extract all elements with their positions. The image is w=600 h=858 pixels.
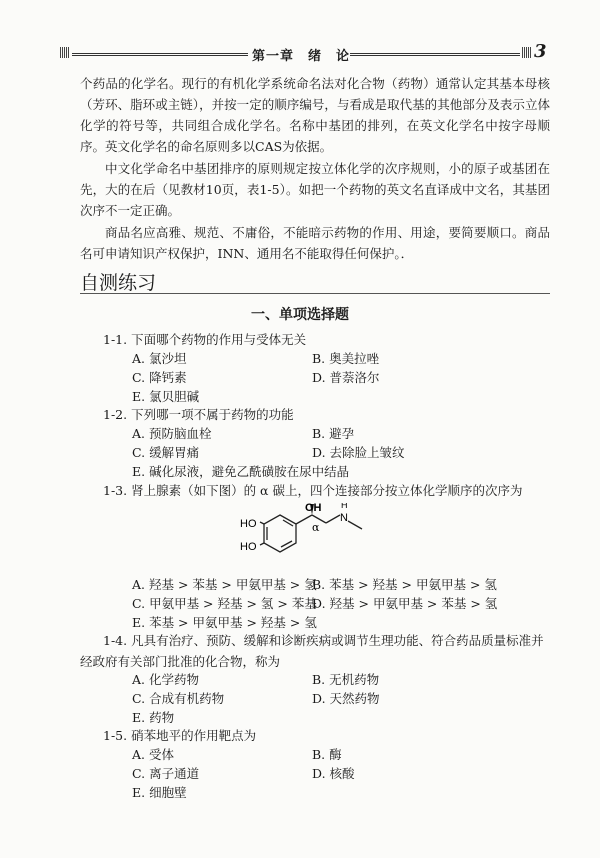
option: C. 缓解胃痛	[132, 445, 200, 460]
ho-label-top: HO	[240, 518, 257, 530]
option: D. 核酸	[312, 766, 355, 781]
option: B. 奥美拉唑	[312, 351, 380, 366]
running-header	[60, 41, 548, 64]
option: B. 无机药物	[312, 672, 380, 687]
question-stem: 1-3. 肾上腺素（如下图）的 α 碳上，四个连接部分按立体化学顺序的次序为	[103, 483, 523, 498]
option: E. 苯基 > 甲氨甲基 > 羟基 > 氢	[132, 615, 317, 630]
chapter-title: 第一章 绪 论	[248, 45, 354, 64]
question-stem: 1-1. 下面哪个药物的作用与受体无关	[103, 332, 307, 347]
section-rule	[80, 293, 550, 294]
header-rule-right	[350, 53, 520, 56]
paragraph-1: 个药品的化学名。现行的有机化学系统命名法对化合物（药物）通常认定其基本母核（芳环、脂环或主链），并按一定的顺序编号，与看成是取代基的其他部分及表示立体化学的符号等，共同组合成化学名。名称中基团的排列，在英文化学名中按字母顺序。英文化学名的命名原则多以CAS为依据。	[80, 76, 550, 154]
option: D. 天然药物	[312, 691, 380, 706]
question-stem: 1-5. 硝苯地平的作用靶点为	[103, 728, 257, 743]
header-mark-left	[60, 47, 70, 58]
option: D. 去除脸上皱纹	[312, 445, 405, 460]
option: E. 氯贝胆碱	[132, 389, 200, 404]
option: C. 甲氨甲基 > 羟基 > 氢 > 苯基	[132, 596, 317, 611]
section-title: 自测练习	[80, 272, 157, 294]
subsection-title: 一、单项选择题	[251, 307, 349, 323]
question-stem: 1-2. 下列哪一项不属于药物的功能	[103, 407, 294, 422]
option: B. 酶	[312, 747, 342, 762]
option: C. 降钙素	[132, 370, 187, 385]
paragraph-2: 中文化学命名中基团排序的原则规定按立体化学的次序规则，小的原子或基团在先，大的在后（见教材10页，表1-5）。如把一个药物的英文名直译成中文名，其基团次序不一定正确。	[80, 161, 550, 218]
option: B. 避孕	[312, 426, 355, 441]
option: A. 化学药物	[132, 672, 199, 687]
option: D. 普萘洛尔	[312, 370, 380, 385]
nh-h-label: H	[341, 503, 348, 510]
option: E. 细胞壁	[132, 785, 187, 800]
oh-label: OH	[305, 503, 322, 515]
header-rule-left	[72, 53, 248, 56]
option: C. 离子通道	[132, 766, 200, 781]
option: E. 药物	[132, 710, 175, 725]
option: C. 合成有机药物	[132, 691, 225, 706]
page-number: 3	[534, 41, 547, 62]
alpha-label: α	[312, 521, 320, 534]
question-stem: 1-4. 凡具有治疗、预防、缓解和诊断疾病或调节生理功能、符合药品质量标准并经政府有关部门批准的化合物，称为	[80, 633, 544, 669]
option: B. 苯基 > 羟基 > 甲氨甲基 > 氢	[312, 577, 497, 592]
epinephrine-structure	[240, 503, 380, 573]
option: A. 羟基 > 苯基 > 甲氨甲基 > 氢	[132, 577, 317, 592]
option: D. 羟基 > 甲氨甲基 > 苯基 > 氢	[312, 596, 498, 611]
option: A. 受体	[132, 747, 174, 762]
option: A. 预防脑血栓	[132, 426, 212, 441]
ho-label-bottom: HO	[240, 541, 257, 553]
option: E. 碱化尿液，避免乙酰磺胺在尿中结晶	[132, 464, 350, 479]
header-mark-right	[522, 47, 532, 58]
n-label: N	[340, 512, 348, 524]
paragraph-3: 商品名应高雅、规范、不庸俗，不能暗示药物的作用、用途，要简要顺口。商品名可申请知识产权保护，INN、通用名不能取得任何保护。．	[80, 225, 550, 261]
option: A. 氯沙坦	[132, 351, 187, 366]
